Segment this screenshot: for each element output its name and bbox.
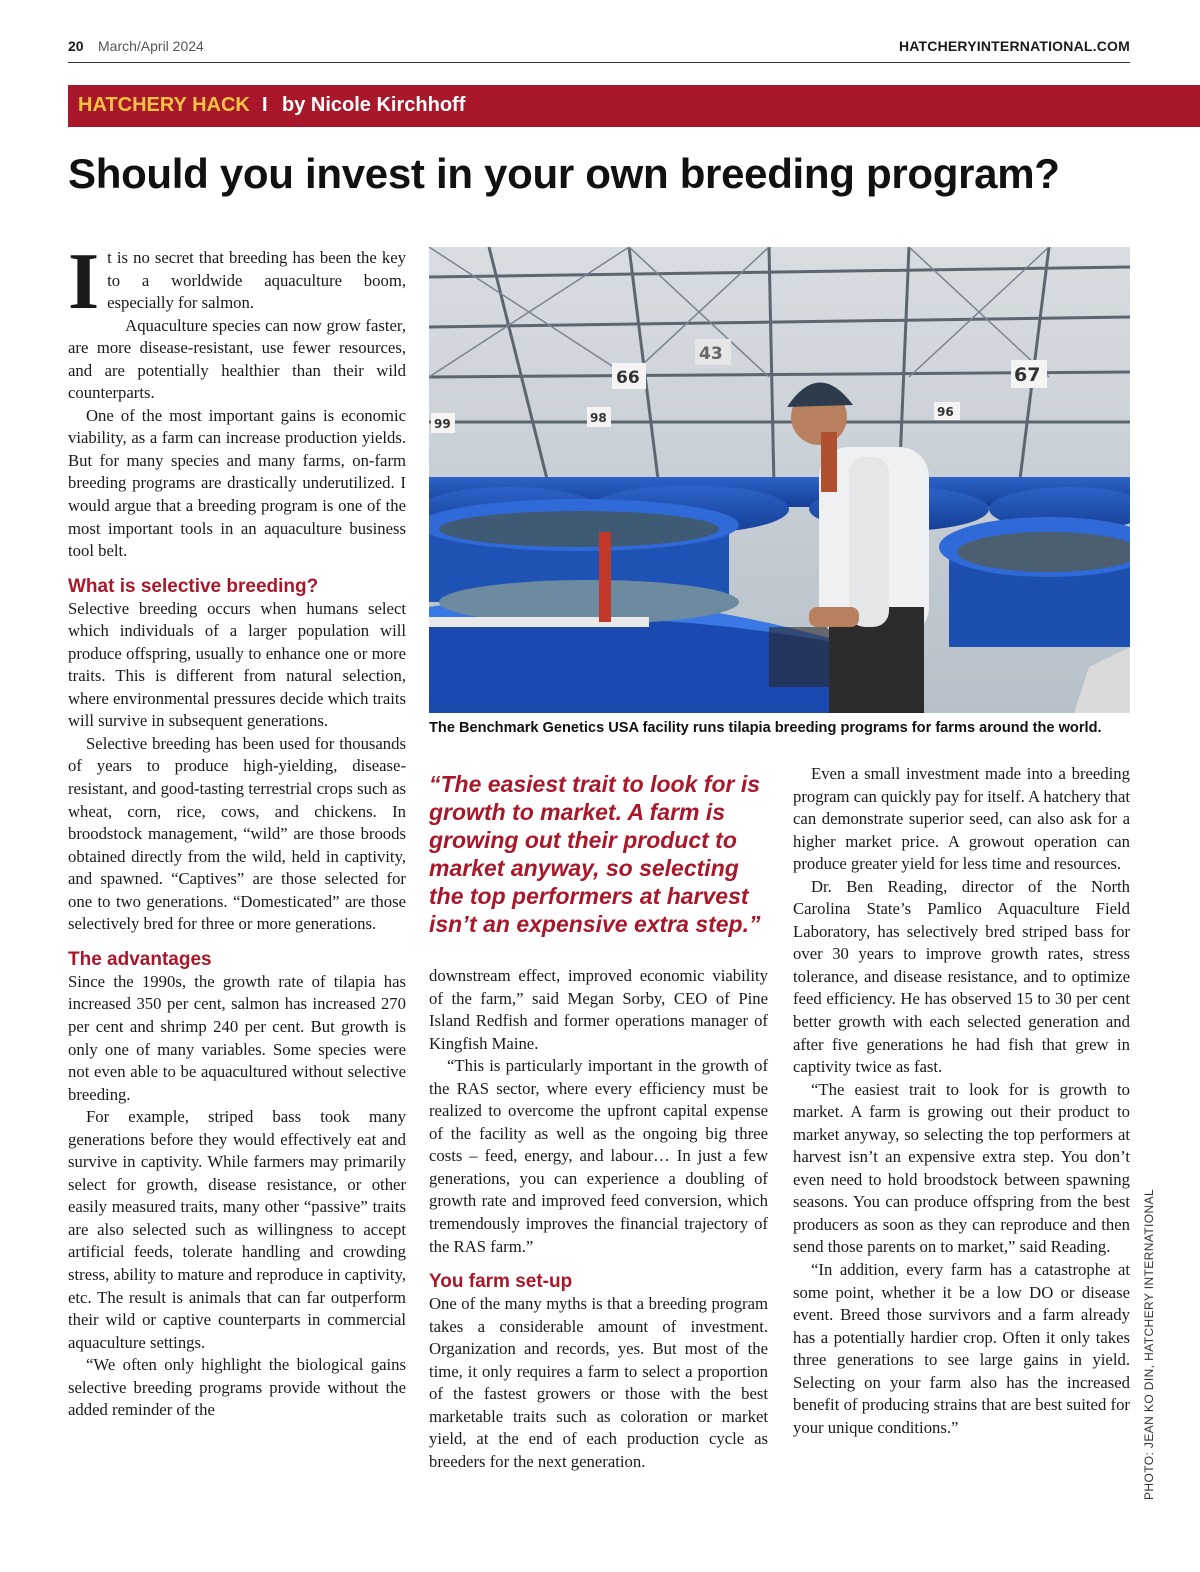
tank-number-96: 96 — [937, 405, 954, 419]
page-number: 20 — [68, 38, 84, 54]
site-url: HATCHERYINTERNATIONAL.COM — [898, 38, 1130, 54]
article-column-2 — [429, 965, 768, 1473]
paragraph: For example, striped bass took many generations before they would effectively eat and survive in captivity. While farmers may primarily select for growth, disease resistance, or other easily measured traits, many other “passive” traits are also selected such as willingness to accept artificial feeds, tolerate handling and crowding stress, ability to mature and reproduce in captivity, etc. The result is animals that can far outperform their wild or captive counterparts in commercial aquaculture settings. — [68, 1107, 406, 1352]
paragraph-continued: downstream effect, improved economic viability of the farm,” said Megan Sorby, CEO of Pine Island Redfish and former operations manager of Kingfish Maine. — [429, 966, 768, 1053]
paragraph: Selective breeding occurs when humans select which individuals of a larger population will produce offspring, usually to enhance one or more traits. This is different from natural selection, where environmental pressures decide which traits will survive in subsequent generations. — [68, 598, 406, 731]
tank-number-66: 66 — [616, 368, 640, 388]
article-headline: Should you invest in your own breeding program? — [68, 150, 1060, 197]
subheading-selective-breeding: What is selective breeding? — [68, 575, 319, 597]
paragraph: Aquaculture species can now grow faster, are more disease-resistant, use fewer resources, and are potentially healthier than their wild counterparts. — [68, 315, 406, 403]
tank-number-98: 98 — [590, 411, 607, 425]
tank-number-99: 99 — [434, 417, 451, 431]
issue-date: March/April 2024 — [98, 38, 204, 54]
paragraph-intro: It is no secret that breeding has been the key to a worldwide aquaculture boom, especially for salmon. — [68, 238, 406, 326]
pull-quote: “The easiest trait to look for is growth to market. A farm is growing out their product to market anyway, so selecting the top performers at harvest isn’t an expensive extra step.” — [429, 771, 761, 937]
paragraph: “This is particularly important in the growth of the RAS sector, where every efficiency must be realized to overcome the upfront capital expense of the facility as well as the ongoing big three costs – feed, energy, and labour… In just a few generations, you can experience a doubling of growth rate and improved feed conversion, which tremendously improves the financial trajectory of the RAS farm.” — [429, 1056, 768, 1256]
paragraph: One of the most important gains is economic viability, as a farm can increase production yields. But for many species and many farms, on-farm breeding programs are drastically underutilized. I would argue that a breeding program is one of the most important tools in an aquaculture business tool belt. — [68, 405, 406, 561]
section-banner — [68, 85, 1200, 127]
tank-number-67: 67 — [1014, 364, 1041, 386]
paragraph: “In addition, every farm has a catastrophe at some point, whether it be a low DO or disease event. Breed those survivors and a farm already has a potentially hardier crop. Often it only takes three generations to see large gains in yield. Selecting on your farm also has the increased benefit of producing strains that are best suited for your unique conditions.” — [793, 1260, 1130, 1437]
article-photo — [429, 247, 1130, 713]
subheading-farm-setup: You farm set-up — [429, 1271, 573, 1293]
photo-credit: PHOTO: JEAN KO DIN, HATCHERY INTERNATIONAL — [1142, 1188, 1156, 1500]
hatchery-photo-illustration — [429, 247, 1130, 713]
paragraph: Since the 1990s, the growth rate of tilapia has increased 350 per cent, salmon has increased 270 per cent and shrimp 240 per cent. But growth is only one of many variables. Some species were not even able to be aquacultured without selective breeding. — [68, 971, 406, 1104]
article-column-1 — [68, 238, 406, 1422]
paragraph: “The easiest trait to look for is growth to market. A farm is growing out their product to market anyway, so selecting the top performers at harvest isn’t an expensive extra step. You don’t even need to hold broodstock between spawning seasons. You can produce offspring from the best producers as soon as they can reproduce and then send those parents on to market,” said Reading. — [793, 1079, 1130, 1257]
article-column-3 — [793, 763, 1130, 1439]
subheading-advantages: The advantages — [68, 948, 212, 970]
paragraph: One of the many myths is that a breeding program takes a considerable amount of investment. Organization and records, yes. But most of the time, it only requires a farm to select a proportion of the fastest growers or those with the best marketable traits such as coloration or market yield, at the end of each production cycle as breeders for the next generation. — [429, 1294, 768, 1471]
drop-cap: I — [68, 238, 100, 326]
section-rubric: HATCHERY HACK — [78, 94, 250, 116]
paragraph: “We often only highlight the biological gains selective breeding programs provide without the added reminder of the — [68, 1355, 406, 1420]
paragraph: Dr. Ben Reading, director of the North Carolina State’s Pamlico Aquaculture Field Laboratory, has selectively bred striped bass for over 30 years to improve growth rates, stress tolerance, and disease resistance, and to optimize feed efficiency. He has observed 15 to 30 per cent better growth with each selected generation and after five generations he had fish that grew in captivity twice as fast. — [793, 876, 1130, 1077]
paragraph: Selective breeding has been used for thousands of years to produce high-yielding, disease-resistant, and good-tasting terrestrial crops such as wheat, corn, rice, cows, and chickens. In broodstock management, “wild” are those broods obtained directly from the wild, held in captivity, and spawned. “Captives” are those selected for one to two generations. “Domesticated” are those selectively bred for three or more generations. — [68, 733, 406, 934]
author-byline: by Nicole Kirchhoff — [282, 94, 466, 116]
tank-number-43: 43 — [699, 344, 723, 364]
page-header — [68, 36, 1130, 63]
banner-separator: I — [262, 94, 268, 116]
paragraph: Even a small investment made into a breeding program can quickly pay for itself. A hatchery that can demonstrate superior seed, can also ask for a higher market price. A growout operation can produce greater yield for less time and resources. — [793, 764, 1130, 874]
photo-caption: The Benchmark Genetics USA facility runs tilapia breeding programs for farms around the world. — [429, 720, 1102, 736]
